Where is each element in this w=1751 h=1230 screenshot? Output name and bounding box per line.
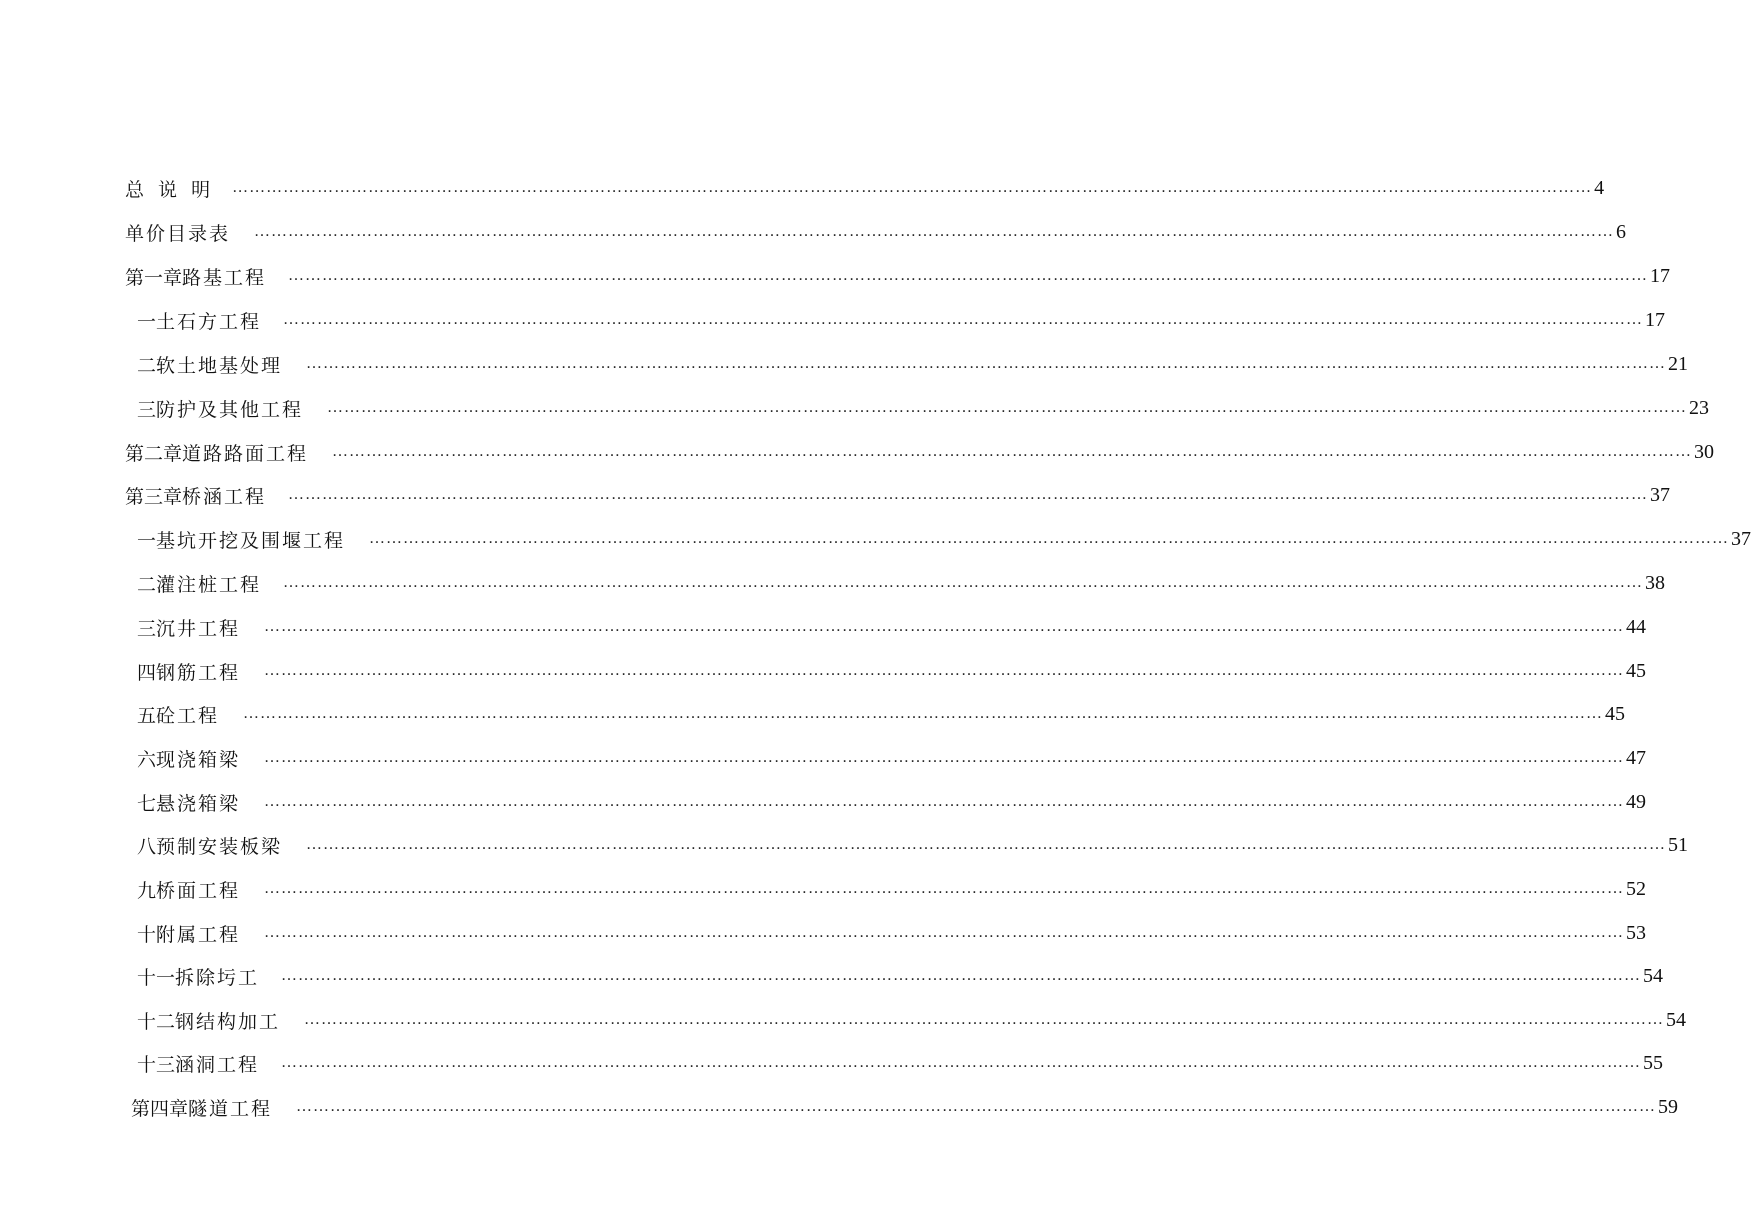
toc-entry-title: 隧道工程 bbox=[188, 1097, 273, 1120]
toc-entry[interactable] bbox=[125, 217, 1627, 247]
toc-entry-number: 九 bbox=[137, 879, 157, 902]
toc-entry[interactable] bbox=[137, 1005, 1687, 1035]
toc-dot-leader: …………………………………………………………………………………………………………………………………………………………………………………………………………………… bbox=[281, 1054, 1642, 1071]
toc-entry[interactable] bbox=[137, 743, 1647, 773]
toc-entry[interactable] bbox=[137, 1048, 1664, 1078]
toc-entry-title: 悬浇箱梁 bbox=[156, 792, 241, 815]
toc-entry[interactable] bbox=[137, 787, 1647, 817]
toc-entry-page: 51 bbox=[1668, 833, 1689, 856]
toc-entry-page: 55 bbox=[1643, 1051, 1664, 1074]
toc-entry-number: 五 bbox=[137, 704, 157, 727]
toc-entry-title: 涵洞工程 bbox=[175, 1053, 260, 1076]
toc-entry-page: 38 bbox=[1645, 571, 1666, 594]
toc-entry[interactable] bbox=[137, 612, 1647, 642]
toc-entry[interactable] bbox=[137, 874, 1647, 904]
toc-dot-leader: …………………………………………………………………………………………………………………………………………………………………………………………………………………… bbox=[306, 355, 1667, 372]
toc-dot-leader: …………………………………………………………………………………………………………………………………………………………………………………………………………………… bbox=[264, 662, 1625, 679]
toc-entry-page: 47 bbox=[1626, 746, 1647, 769]
toc-dot-leader: …………………………………………………………………………………………………………………………………………………………………………………………………………………… bbox=[327, 399, 1688, 416]
toc-entry-title: 砼工程 bbox=[156, 704, 220, 727]
toc-entry[interactable] bbox=[125, 173, 1605, 203]
toc-entry-title: 桥面工程 bbox=[156, 879, 241, 902]
toc-dot-leader: …………………………………………………………………………………………………………………………………………………………………………………………………………………… bbox=[264, 924, 1625, 941]
toc-entry-number: 七 bbox=[137, 792, 157, 815]
toc-entry-title: 基坑开挖及围堰工程 bbox=[156, 529, 346, 552]
toc-entry-page: 6 bbox=[1616, 220, 1627, 243]
toc-entry[interactable] bbox=[137, 393, 1710, 423]
toc-entry-title: 预制安装板梁 bbox=[156, 835, 283, 858]
toc-dot-leader: …………………………………………………………………………………………………………………………………………………………………………………………………………………… bbox=[296, 1098, 1657, 1115]
toc-dot-leader: …………………………………………………………………………………………………………………………………………………………………………………………………………………… bbox=[288, 486, 1649, 503]
toc-dot-leader: …………………………………………………………………………………………………………………………………………………………………………………………………………………… bbox=[304, 1011, 1665, 1028]
toc-dot-leader: …………………………………………………………………………………………………………………………………………………………………………………………………………………… bbox=[264, 793, 1625, 810]
toc-entry-title: 拆除圬工 bbox=[175, 966, 260, 989]
toc-entry-page: 53 bbox=[1626, 921, 1647, 944]
toc-dot-leader: …………………………………………………………………………………………………………………………………………………………………………………………………………………… bbox=[264, 880, 1625, 897]
toc-entry-page: 23 bbox=[1689, 396, 1710, 419]
toc-dot-leader: …………………………………………………………………………………………………………………………………………………………………………………………………………………… bbox=[369, 530, 1730, 547]
toc-entry-page: 54 bbox=[1643, 964, 1664, 987]
toc-entry-page: 17 bbox=[1645, 308, 1666, 331]
toc-entry-number: 第四章 bbox=[131, 1097, 189, 1120]
toc-entry-page: 54 bbox=[1666, 1008, 1687, 1031]
toc-entry[interactable] bbox=[137, 524, 1751, 554]
toc-entry-title: 道路路面工程 bbox=[182, 442, 309, 465]
toc-dot-leader: …………………………………………………………………………………………………………………………………………………………………………………………………………………… bbox=[283, 311, 1644, 328]
toc-entry-page: 52 bbox=[1626, 877, 1647, 900]
toc-entry-number: 第一章 bbox=[125, 266, 183, 289]
toc-entry-number: 第二章 bbox=[125, 442, 183, 465]
toc-entry-number: 三 bbox=[137, 617, 157, 640]
toc-entry[interactable] bbox=[137, 961, 1664, 991]
toc-entry[interactable] bbox=[131, 1092, 1679, 1122]
toc-entry[interactable] bbox=[137, 568, 1666, 598]
toc-entry-title: 土石方工程 bbox=[156, 310, 262, 333]
toc-entry-title: 灌注桩工程 bbox=[156, 573, 262, 596]
toc-entry-number: 第三章 bbox=[125, 485, 183, 508]
toc-entry-title: 软土地基处理 bbox=[156, 354, 283, 377]
toc-entry-number: 三 bbox=[137, 398, 157, 421]
toc-entry-number: 二 bbox=[137, 573, 157, 596]
toc-entry[interactable] bbox=[137, 305, 1666, 335]
toc-entry-title: 总 说 明 bbox=[125, 178, 215, 201]
toc-entry-title: 防护及其他工程 bbox=[156, 398, 304, 421]
toc-entry-page: 17 bbox=[1650, 264, 1671, 287]
toc-entry-number: 十一 bbox=[137, 966, 176, 989]
toc-entry-number: 八 bbox=[137, 835, 157, 858]
toc-entry[interactable] bbox=[125, 480, 1671, 510]
toc-entry[interactable] bbox=[125, 437, 1715, 467]
toc-dot-leader: …………………………………………………………………………………………………………………………………………………………………………………………………………………… bbox=[232, 179, 1593, 196]
toc-entry-page: 37 bbox=[1650, 483, 1671, 506]
toc-entry-page: 37 bbox=[1731, 527, 1751, 550]
toc-entry[interactable] bbox=[137, 656, 1647, 686]
toc-entry-page: 59 bbox=[1658, 1095, 1679, 1118]
toc-entry-page: 49 bbox=[1626, 790, 1647, 813]
toc-entry[interactable] bbox=[137, 830, 1689, 860]
toc-entry-title: 单价目录表 bbox=[125, 222, 231, 245]
toc-entry-number: 一 bbox=[137, 310, 157, 333]
toc-entry-number: 十 bbox=[137, 923, 157, 946]
toc-entry-title: 路基工程 bbox=[182, 266, 267, 289]
toc-entry[interactable] bbox=[137, 349, 1689, 379]
toc-dot-leader: …………………………………………………………………………………………………………………………………………………………………………………………………………………… bbox=[332, 443, 1693, 460]
toc-entry-title: 附属工程 bbox=[156, 923, 241, 946]
toc-entry-page: 21 bbox=[1668, 352, 1689, 375]
toc-entry-number: 一 bbox=[137, 529, 157, 552]
toc-entry-title: 现浇箱梁 bbox=[156, 748, 241, 771]
toc-entry-page: 45 bbox=[1605, 702, 1626, 725]
toc-entry-number: 四 bbox=[137, 661, 157, 684]
toc-dot-leader: …………………………………………………………………………………………………………………………………………………………………………………………………………………… bbox=[264, 618, 1625, 635]
toc-entry-page: 4 bbox=[1594, 176, 1605, 199]
toc-entry-title: 钢结构加工 bbox=[175, 1010, 281, 1033]
toc-dot-leader: …………………………………………………………………………………………………………………………………………………………………………………………………………………… bbox=[306, 836, 1667, 853]
toc-entry[interactable] bbox=[125, 261, 1671, 291]
toc-dot-leader: …………………………………………………………………………………………………………………………………………………………………………………………………………………… bbox=[254, 223, 1615, 240]
toc-entry-number: 十三 bbox=[137, 1053, 176, 1076]
toc-dot-leader: …………………………………………………………………………………………………………………………………………………………………………………………………………………… bbox=[288, 267, 1649, 284]
toc-entry-page: 30 bbox=[1694, 440, 1715, 463]
toc-entry-title: 钢筋工程 bbox=[156, 661, 241, 684]
toc-entry-number: 六 bbox=[137, 748, 157, 771]
toc-entry-page: 45 bbox=[1626, 659, 1647, 682]
toc-entry-page: 44 bbox=[1626, 615, 1647, 638]
toc-dot-leader: …………………………………………………………………………………………………………………………………………………………………………………………………………………… bbox=[243, 705, 1604, 722]
toc-entry-number: 二 bbox=[137, 354, 157, 377]
toc-dot-leader: …………………………………………………………………………………………………………………………………………………………………………………………………………………… bbox=[264, 749, 1625, 766]
toc-entry[interactable] bbox=[137, 918, 1647, 948]
toc-entry[interactable] bbox=[137, 699, 1626, 729]
toc-dot-leader: …………………………………………………………………………………………………………………………………………………………………………………………………………………… bbox=[283, 574, 1644, 591]
toc-entry-title: 桥涵工程 bbox=[182, 485, 267, 508]
toc-dot-leader: …………………………………………………………………………………………………………………………………………………………………………………………………………………… bbox=[281, 967, 1642, 984]
toc-entry-number: 十二 bbox=[137, 1010, 176, 1033]
toc-entry-title: 沉井工程 bbox=[156, 617, 241, 640]
